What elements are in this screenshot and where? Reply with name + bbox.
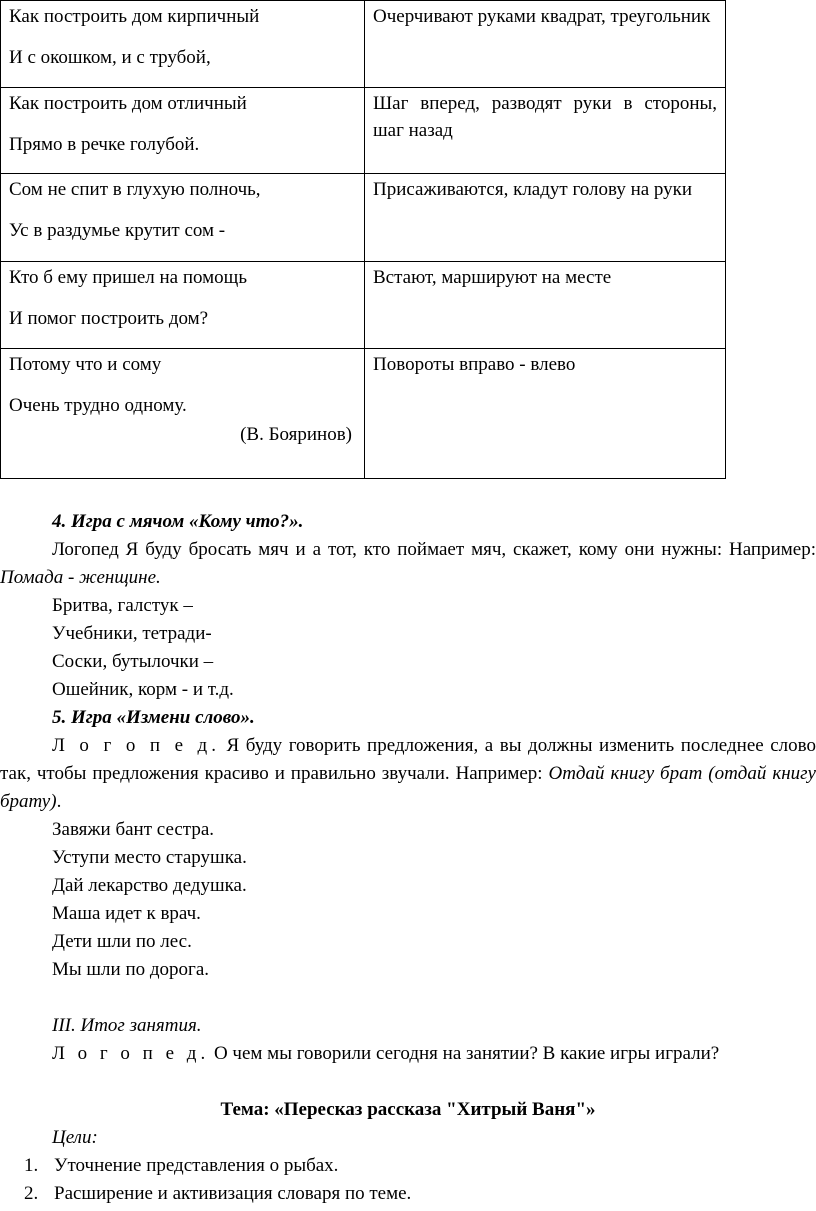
list-item [24, 1180, 411, 1208]
poem-table [0, 0, 726, 479]
list-item: Ошейник, корм - и т.д. [52, 679, 234, 700]
summary-text [52, 1040, 719, 1068]
table-row [1, 349, 726, 479]
verse-line: Как построить дом кирпичный [9, 6, 260, 27]
verse-cell [1, 1, 365, 88]
table-row [1, 262, 726, 349]
speaker-label: Л о г о п е д. [52, 735, 220, 756]
verse-cell [1, 88, 365, 174]
goal-text: Расширение и активизация словаря по теме. [54, 1183, 412, 1204]
verse-line: И с окошком, и с трубой, [9, 47, 211, 68]
list-number: 1. [24, 1155, 39, 1176]
game5-intro-text: Я буду говорить предложения, а вы должны изменить последнее слово так, чтобы предложения красиво и правильно звучали. Например: [0, 735, 816, 784]
goal-text: Уточнение представления о рыбах. [54, 1155, 339, 1176]
action-cell: Присаживаются, кладут голову на руки [365, 174, 726, 262]
game5-heading: 5. Игра «Измени слово». [52, 707, 255, 728]
action-cell: Шаг вперед, разводят руки в стороны, шаг назад [365, 88, 726, 174]
list-item [24, 1152, 338, 1180]
list-item: Уступи место старушка. [52, 847, 247, 868]
summary-question: О чем мы говорили сегодня на занятии? В какие игры играли? [209, 1043, 720, 1064]
action-cell: Повороты вправо - влево [365, 349, 726, 479]
list-item: Бритва, галстук – [52, 595, 193, 616]
poem-author: (В. Бояринов) [240, 424, 352, 445]
table-row [1, 1, 726, 88]
list-number: 2. [24, 1183, 39, 1204]
verse-line: Ус в раздумье крутит сом - [9, 220, 226, 241]
list-item: Мы шли по дорога. [52, 959, 210, 980]
summary-heading: III. Итог занятия. [52, 1015, 202, 1036]
table-row [1, 88, 726, 174]
goals-label: Цели: [52, 1127, 98, 1148]
game4-heading: 4. Игра с мячом «Кому что?». [52, 511, 304, 532]
action-cell: Встают, маршируют на месте [365, 262, 726, 349]
verse-cell [1, 262, 365, 349]
verse-cell [1, 174, 365, 262]
game5-example-end: . [56, 791, 62, 812]
verse-cell [1, 349, 365, 479]
verse-line: Как построить дом отличный [9, 93, 247, 114]
table-row [1, 174, 726, 262]
action-cell: Очерчивают руками квадрат, треугольник [365, 1, 726, 88]
speaker-label: Л о г о п е д. [52, 1043, 210, 1064]
verse-line: Очень трудно одному. [9, 395, 187, 416]
game5-intro [0, 732, 816, 816]
verse-line: Сом не спит в глухую полночь, [9, 179, 261, 200]
list-item: Учебники, тетради- [52, 623, 212, 644]
game4-intro-text: Логопед Я буду бросать мяч и а тот, кто поймает мяч, скажет, кому они нужны: Например: [52, 539, 816, 560]
game4-example: Помада - женщине. [0, 567, 161, 588]
verse-line: Потому что и сому [9, 354, 162, 375]
list-item: Дай лекарство дедушка. [52, 875, 247, 896]
topic-title: Тема: «Пересказ рассказа "Хитрый Ваня"» [220, 1099, 596, 1120]
list-item: Маша идет к врач. [52, 903, 201, 924]
verse-line: И помог построить дом? [9, 308, 209, 329]
game4-intro [0, 536, 816, 592]
list-item: Дети шли по лес. [52, 931, 192, 952]
verse-line: Прямо в речке голубой. [9, 134, 200, 155]
list-item: Завяжи бант сестра. [52, 819, 215, 840]
verse-line: Кто б ему пришел на помощь [9, 267, 247, 288]
list-item: Соски, бутылочки – [52, 651, 214, 672]
game5-example: Отдай книгу брат (отдай книгу брату) [0, 763, 816, 812]
